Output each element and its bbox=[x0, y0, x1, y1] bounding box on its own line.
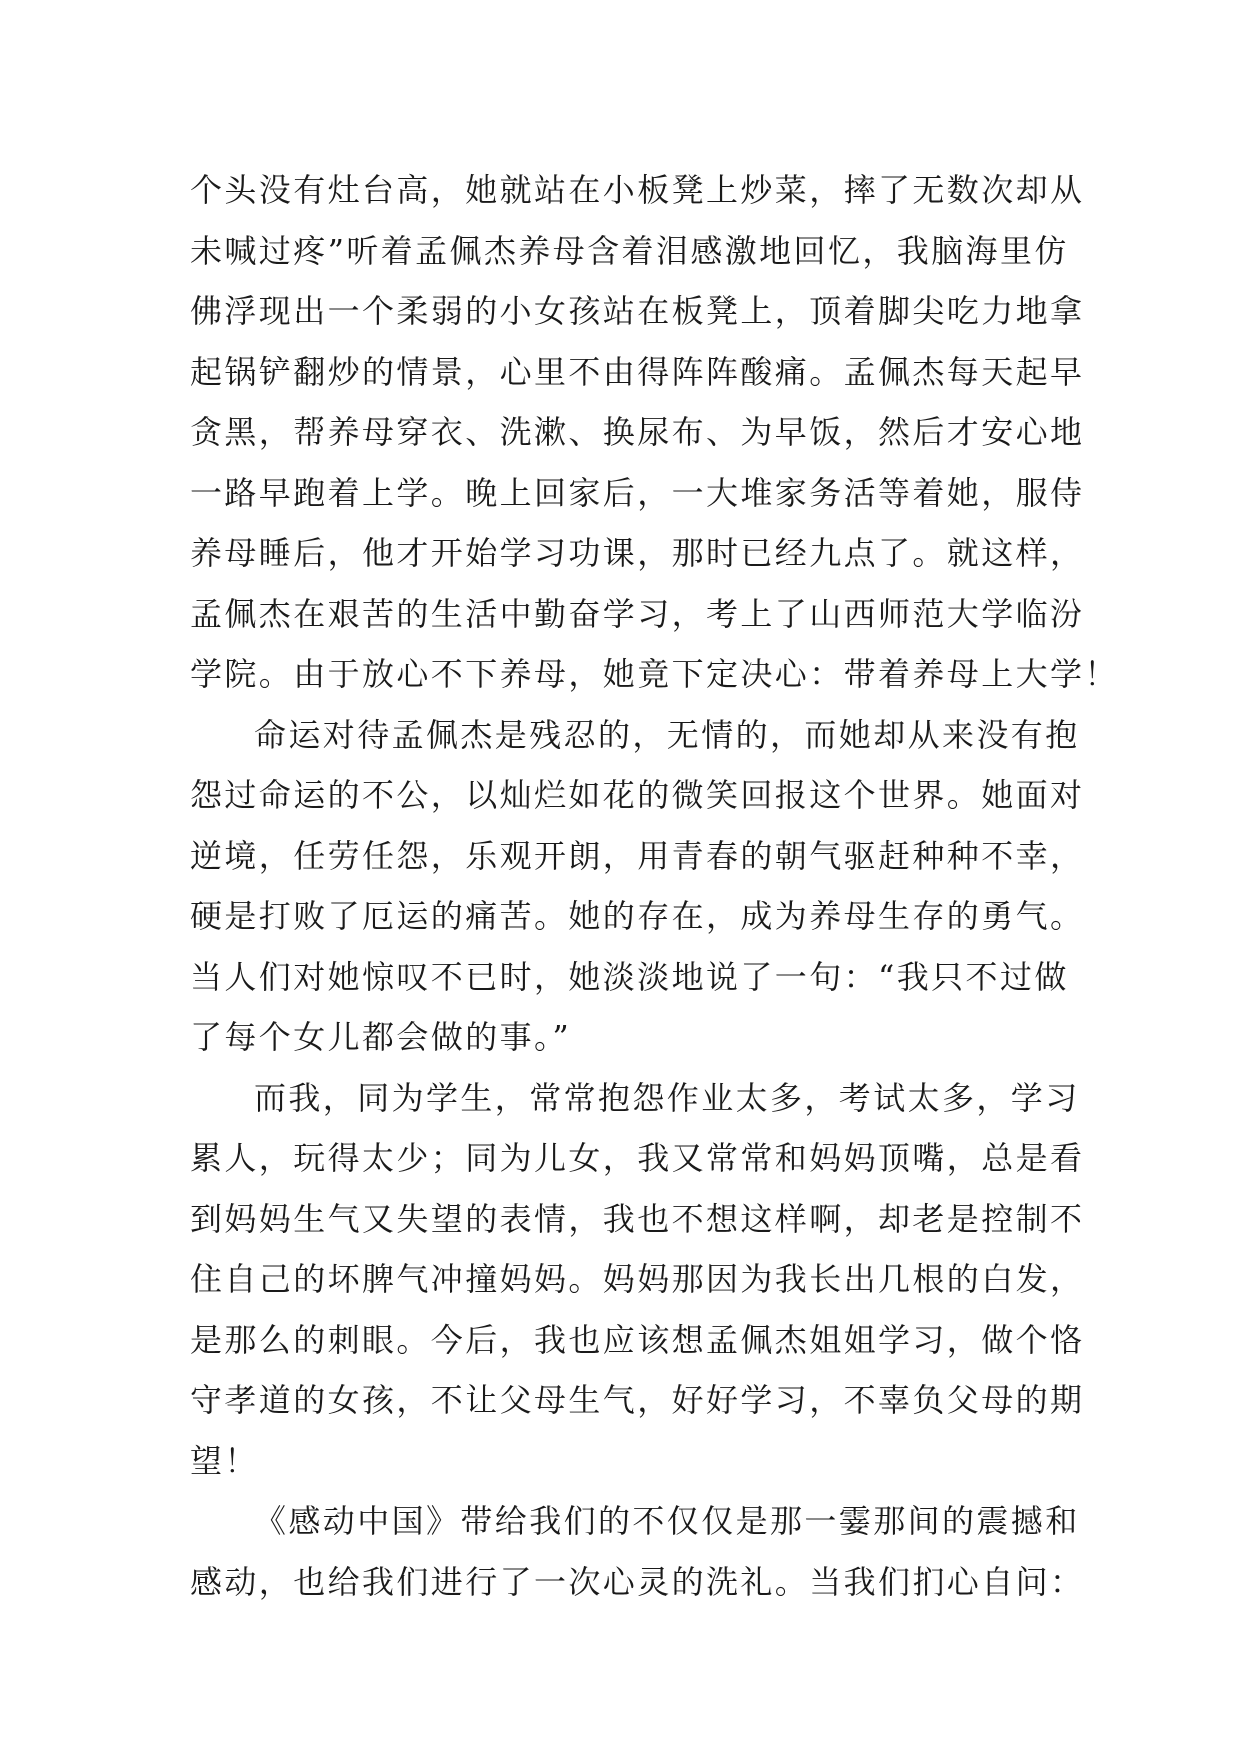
text-line: 佛浮现出一个柔弱的小女孩站在板凳上，顶着脚尖吃力地拿 bbox=[190, 292, 1085, 330]
text-line: 学院。由于放心不下养母，她竟下定决心：带着养母上大学！ bbox=[190, 655, 1119, 693]
text-line: 感动，也给我们进行了一次心灵的洗礼。当我们扪心自问： bbox=[190, 1562, 1085, 1601]
text-line: 了每个女儿都会做的事。” bbox=[190, 1018, 572, 1056]
text-line: 到妈妈生气又失望的表情，我也不想这样啊，却老是控制不 bbox=[190, 1199, 1085, 1238]
text-line: 孟佩杰在艰苦的生活中勤奋学习，考上了山西师范大学临汾 bbox=[190, 594, 1085, 633]
text-line: 起锅铲翻炒的情景，心里不由得阵阵酸痛。孟佩杰每天起早 bbox=[190, 352, 1085, 391]
text-line: 逆境，任劳任怨，乐观开朗，用青春的朝气驱赶种种不幸， bbox=[190, 836, 1085, 875]
text-line: 望！ bbox=[190, 1441, 259, 1480]
text-line: 贪黑，帮养母穿衣、洗漱、换尿布、为早饭，然后才安心地 bbox=[190, 413, 1085, 451]
text-line: 是那么的刺眼。今后，我也应该想孟佩杰姐姐学习，做个恪 bbox=[190, 1320, 1085, 1359]
text-line: 累人，玩得太少；同为儿女，我又常常和妈妈顶嘴，总是看 bbox=[190, 1139, 1085, 1177]
text-line: 住自己的坏脾气冲撞妈妈。妈妈那因为我长出几根的白发， bbox=[190, 1260, 1085, 1298]
paragraph-start-line: 而我，同为学生，常常抱怨作业太多，考试太多，学习 bbox=[254, 1078, 1080, 1117]
paragraph-start-line: 《感动中国》带给我们的不仅仅是那一霎那间的震撼和 bbox=[254, 1502, 1080, 1540]
text-line: 未喊过疼”听着孟佩杰养母含着泪感激地回忆，我脑海里仿 bbox=[190, 231, 1069, 270]
text-line: 怨过命运的不公，以灿烂如花的微笑回报这个世界。她面对 bbox=[190, 776, 1085, 814]
text-line: 个头没有灶台高，她就站在小板凳上炒菜，摔了无数次却从 bbox=[190, 171, 1085, 209]
paragraph-start-line: 命运对待孟佩杰是残忍的，无情的，而她却从来没有抱 bbox=[254, 715, 1080, 754]
text-line: 硬是打败了厄运的痛苦。她的存在，成为养母生存的勇气。 bbox=[190, 897, 1085, 935]
text-line: 守孝道的女孩，不让父母生气，好好学习，不辜负父母的期 bbox=[190, 1381, 1085, 1419]
text-line: 一路早跑着上学。晚上回家后，一大堆家务活等着她，服侍 bbox=[190, 473, 1085, 512]
body-text bbox=[190, 160, 1119, 1612]
text-line: 当人们对她惊叹不已时，她淡淡地说了一句：“我只不过做 bbox=[190, 957, 1069, 996]
text-line: 养母睡后，他才开始学习功课，那时已经九点了。就这样， bbox=[190, 534, 1085, 572]
